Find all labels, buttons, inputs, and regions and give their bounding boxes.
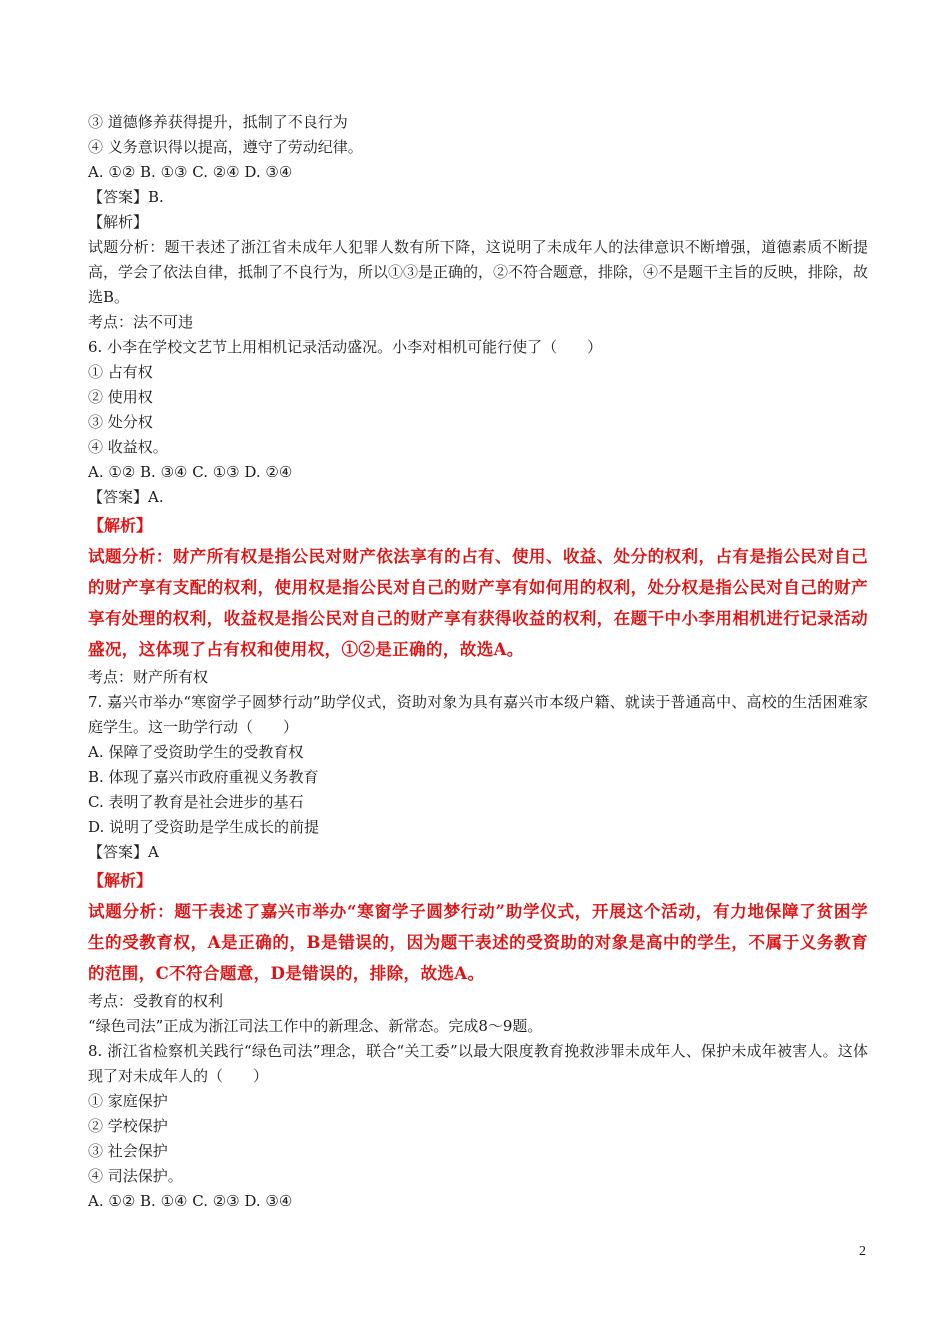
- text-line: 考点：受教育的权利: [88, 992, 224, 1010]
- text-line: A. ①② B. ①③ C. ②④ D. ③④: [88, 163, 293, 181]
- text-line: “绿色司法”正成为浙江司法工作中的新理念、新常态。完成8～9题。: [88, 1017, 543, 1035]
- analysis-paragraph: 试题分析：财产所有权是指公民对财产依法享有的占有、使用、收益、处分的权利，占有是指公民对自己的财产享有支配的权利，使用权是指公民对自己的财产享有如何用的权利，处分权是指公民对自己的财产享有处理的权利，收益权是指公民对自己的财产享有获得收益的权利，在题干中小李用相机进行记录活动盛况，这体现了占有权和使用权，①②是正确的，故选A。: [88, 547, 868, 659]
- text-line: B. 体现了嘉兴市政府重视义务教育: [88, 768, 319, 786]
- text-line: ③ 处分权: [88, 413, 153, 431]
- text-line: ② 学校保护: [88, 1117, 168, 1135]
- text-line: ④ 义务意识得以提高，遵守了劳动纪律。: [88, 138, 363, 156]
- text-line: ④ 司法保护。: [88, 1167, 183, 1185]
- text-line: 考点：法不可违: [88, 313, 194, 331]
- text-line: 【答案】B.: [88, 188, 164, 206]
- text-line: C. 表明了教育是社会进步的基石: [88, 793, 304, 811]
- text-line: 【答案】A.: [88, 488, 164, 506]
- text-paragraph: 试题分析：题干表述了浙江省未成年人犯罪人数有所下降，这说明了未成年人的法律意识不断增强，道德素质不断提高，学会了依法自律，抵制了不良行为，所以①③是正确的，②不符合题意，排除，④不是题干主旨的反映，排除，故选B。: [88, 238, 869, 306]
- text-line: 【答案】A: [88, 843, 159, 861]
- text-line: ① 占有权: [88, 363, 153, 381]
- analysis-heading: 【解析】: [88, 871, 153, 890]
- text-line: A. ①② B. ①④ C. ②③ D. ③④: [88, 1192, 293, 1210]
- text-paragraph: 7. 嘉兴市举办“寒窗学子圆梦行动”助学仪式，资助对象为具有嘉兴市本级户籍、就读于普通高中、高校的生活困难家庭学生。这一助学行动（ ）: [88, 693, 868, 736]
- analysis-heading: 【解析】: [88, 516, 153, 535]
- text-line: ① 家庭保护: [88, 1092, 168, 1110]
- text-line: D. 说明了受资助是学生成长的前提: [88, 818, 320, 836]
- analysis-paragraph: 试题分析：题干表述了嘉兴市举办“寒窗学子圆梦行动”助学仪式，开展这个活动，有力地保障了贫困学生的受教育权，A是正确的，B是错误的，因为题干表述的受资助的对象是高中的学生，不属于义务教育的范围，C不符合题意，D是错误的，排除，故选A。: [88, 902, 868, 983]
- page-content: [88, 110, 868, 1214]
- text-line: 6. 小李在学校文艺节上用相机记录活动盛况。小李对相机可能行使了（ ）: [88, 338, 603, 356]
- text-line: A. 保障了受资助学生的受教育权: [88, 743, 304, 761]
- text-line: ④ 收益权。: [88, 438, 168, 456]
- page-number: 2: [859, 1244, 866, 1259]
- text-line: ③ 道德修养获得提升，抵制了不良行为: [88, 113, 348, 131]
- text-line: ② 使用权: [88, 388, 153, 406]
- text-line: ③ 社会保护: [88, 1142, 168, 1160]
- text-line: 考点：财产所有权: [88, 668, 209, 686]
- text-line: A. ①② B. ③④ C. ①③ D. ②④: [88, 463, 293, 481]
- text-line: 【解析】: [88, 213, 149, 231]
- text-paragraph: 8. 浙江省检察机关践行“绿色司法”理念，联合“关工委”以最大限度教育挽救涉罪未成年人、保护未成年被害人。这体现了对未成年人的（ ）: [88, 1042, 868, 1085]
